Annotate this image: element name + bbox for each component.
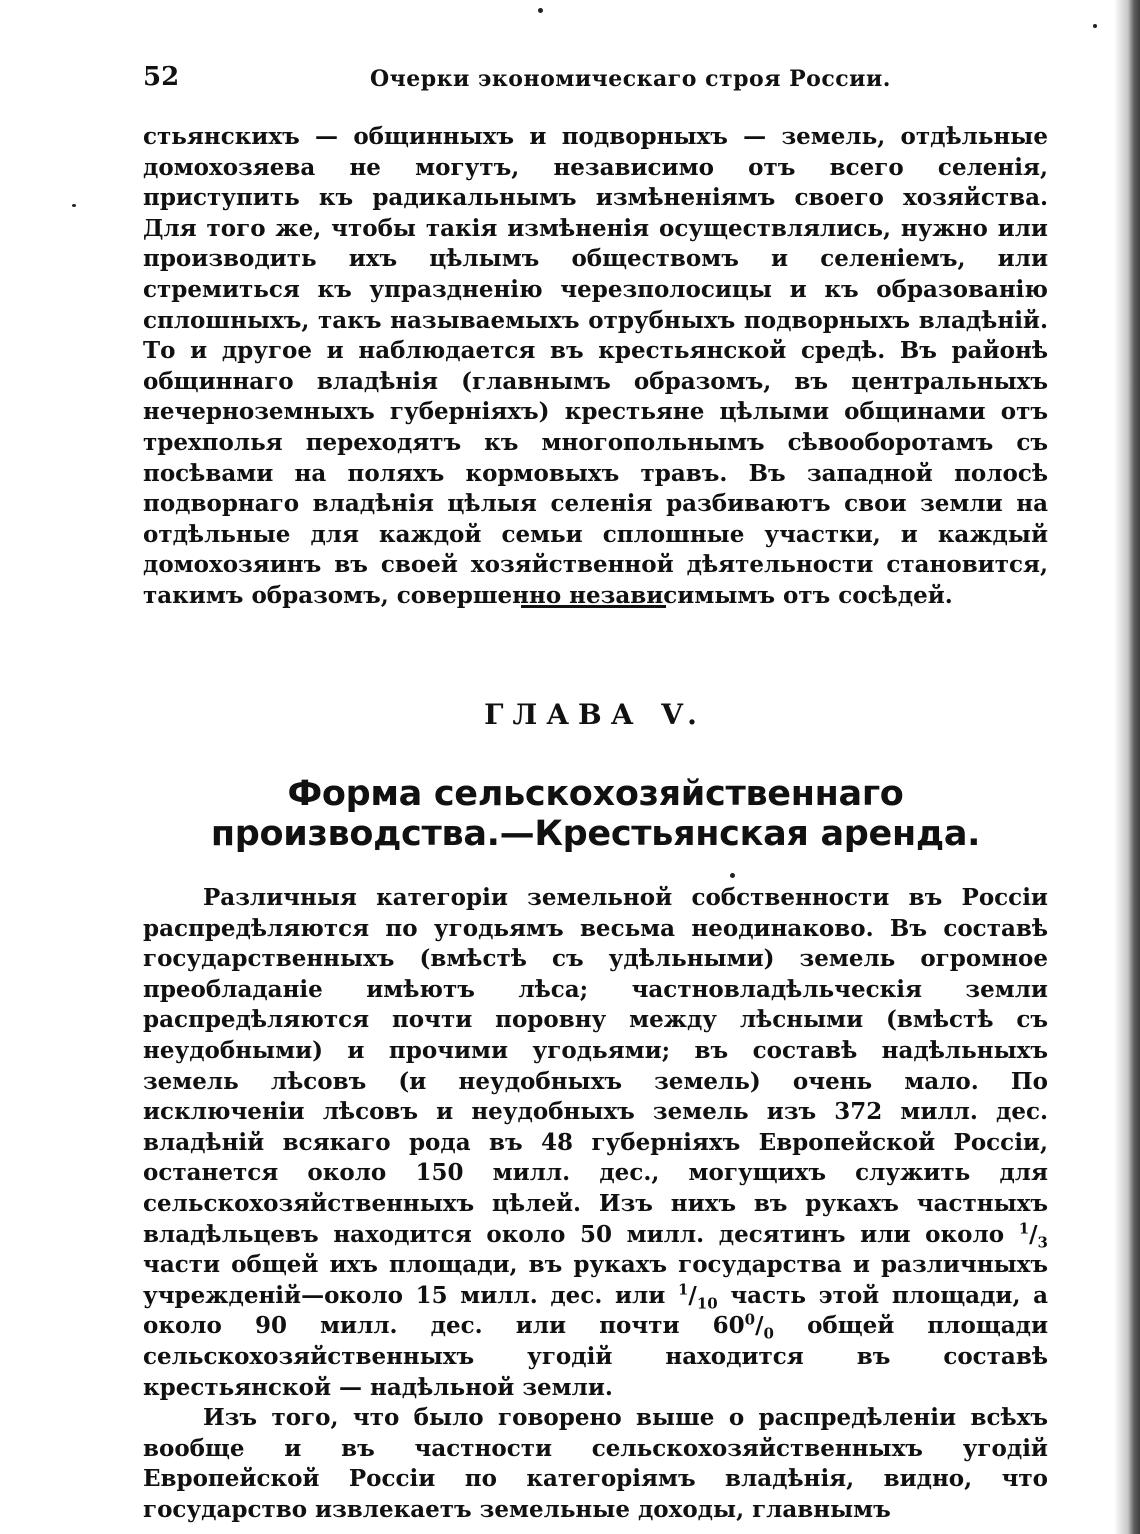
fraction-denominator: 10 bbox=[696, 1294, 718, 1313]
continued-paragraph bbox=[143, 122, 1048, 612]
section-divider bbox=[521, 605, 666, 608]
paragraph-segment: Различныя категоріи земельной собственности въ Россіи распредѣляются по угодьямъ весьма неодинаково. Въ составѣ государственныхъ (вмѣстѣ съ удѣльными) земель огромное преобладаніе имѣютъ лѣса; частновладѣльческія земли распредѣляются почти поровну между лѣсными (вмѣстѣ съ неудобными) и прочими угодьями; въ составѣ надѣльныхъ земель лѣсовъ (и неудобныхъ земель) очень мало. По исключеніи лѣсовъ и неудобныхъ земель изъ 372 милл. дес. владѣній всякаго рода въ 48 губерніяхъ Европейской Россіи, останется около 150 милл. дес., могущихъ служить для сельскохозяйственныхъ цѣлей. Изъ нихъ въ рукахъ частныхъ владѣльцевъ находится около 50 милл. десятинъ или около bbox=[143, 884, 1048, 1248]
scan-speck bbox=[538, 8, 543, 13]
percent-sign-top: 0 bbox=[744, 1310, 756, 1329]
scan-speck bbox=[72, 204, 76, 207]
paragraph-segment: общей площади сельскохозяйственныхъ угодій находится въ составѣ крестьянской — надѣльной земли. bbox=[143, 1312, 1049, 1401]
scan-speck bbox=[1093, 24, 1097, 28]
paragraph-segment: части общей ихъ площади, въ рукахъ государства и различныхъ учрежденій—около 15 милл. дес. или bbox=[143, 1251, 1048, 1309]
binding-shadow bbox=[1114, 0, 1140, 1534]
fraction-numerator: 1 bbox=[677, 1280, 689, 1299]
running-head bbox=[143, 62, 1048, 102]
chapter-label: ГЛАВА V. bbox=[484, 698, 706, 731]
scan-speck bbox=[730, 873, 735, 878]
fraction-denominator: 3 bbox=[1037, 1233, 1048, 1252]
page-number: 52 bbox=[143, 62, 180, 92]
body-paragraph: Различныя категоріи земельной собственности въ Россіи распредѣляются по угодьямъ весьма неодинаково. Въ составѣ государственныхъ (вмѣстѣ съ удѣльными) земель огромное преобладаніе имѣютъ лѣса; частновладѣльческія земли распредѣляются почти поровну между лѣсными (вмѣстѣ съ неудобными) и прочими угодьями; въ составѣ надѣльныхъ земель лѣсовъ (и неудобныхъ земель) очень мало. По исключеніи лѣсовъ и неудобныхъ земель изъ 372 милл. дес. владѣній всякаго рода въ 48 губерніяхъ Европейской Россіи, останется около 150 милл. дес., могущихъ служить для сельскохозяйственныхъ цѣлей. Изъ нихъ въ рукахъ частныхъ владѣльцевъ находится около 50 милл. десятинъ или около $^1/_3$ части общей ихъ площади, въ рукахъ государства и различныхъ учрежденій—около 15 милл. дес. или $^1/_{10}$ часть этой площади, а около 90 милл. дес. или почти $60^0/_0$ общей площади сельскохозяйственныхъ угодій находится въ составѣ крестьянской — надѣльной земли. bbox=[143, 884, 1049, 1401]
body-paragraph: Изъ того, что было говорено выше о распредѣленіи всѣхъ вообще и въ частности сельскохозяйственныхъ угодій Европейской Россіи по категоріямъ владѣнія, видно, что государство извлекаетъ земельные доходы, главнымъ bbox=[143, 1404, 1048, 1523]
chapter-body bbox=[143, 883, 1048, 1525]
paragraph-text: стьянскихъ — общинныхъ и подворныхъ — земель, отдѣльные домохозяева не могутъ, независимо отъ всего селенія, приступить къ радикальнымъ измѣненіямъ своего хозяйства. Для того же, чтобы такія измѣненія осуществлялись, нужно или производить ихъ цѣлымъ обществомъ и селеніемъ, или стремиться къ упраздненію черезполосицы и къ образованію сплошныхъ, такъ называемыхъ отрубныхъ подворныхъ владѣній. То и другое и наблюдается въ крестьянской средѣ. Въ районѣ общиннаго владѣнія (главнымъ образомъ, въ центральныхъ нечерноземныхъ губерніяхъ) крестьяне цѣлыми общинами отъ трехполья переходятъ къ многопольнымъ сѣвооборотамъ съ посѣвами на поляхъ кормовыхъ травъ. Въ западной полосѣ подворнаго владѣнія цѣлыя селенія разбиваютъ свои земли на отдѣльные для каждой семьи сплошные участки, и каждый домохозяинъ въ своей хозяйственной дѣятельности становится, такимъ образомъ, совершенно независимымъ отъ сосѣдей. bbox=[143, 123, 1048, 609]
percent-sign-slash: / bbox=[755, 1312, 764, 1340]
chapter-title: Форма сельскохозяйственнаго производства.—Крестьянская аренда. bbox=[210, 774, 981, 854]
fraction-numerator: 1 bbox=[1018, 1218, 1030, 1237]
percent-sign-bottom: 0 bbox=[763, 1324, 774, 1343]
paragraph-segment: часть этой площади, а около 90 милл. дес. или почти 60 bbox=[143, 1281, 1049, 1340]
running-title: Очерки экономическаго строя России. bbox=[370, 66, 891, 92]
